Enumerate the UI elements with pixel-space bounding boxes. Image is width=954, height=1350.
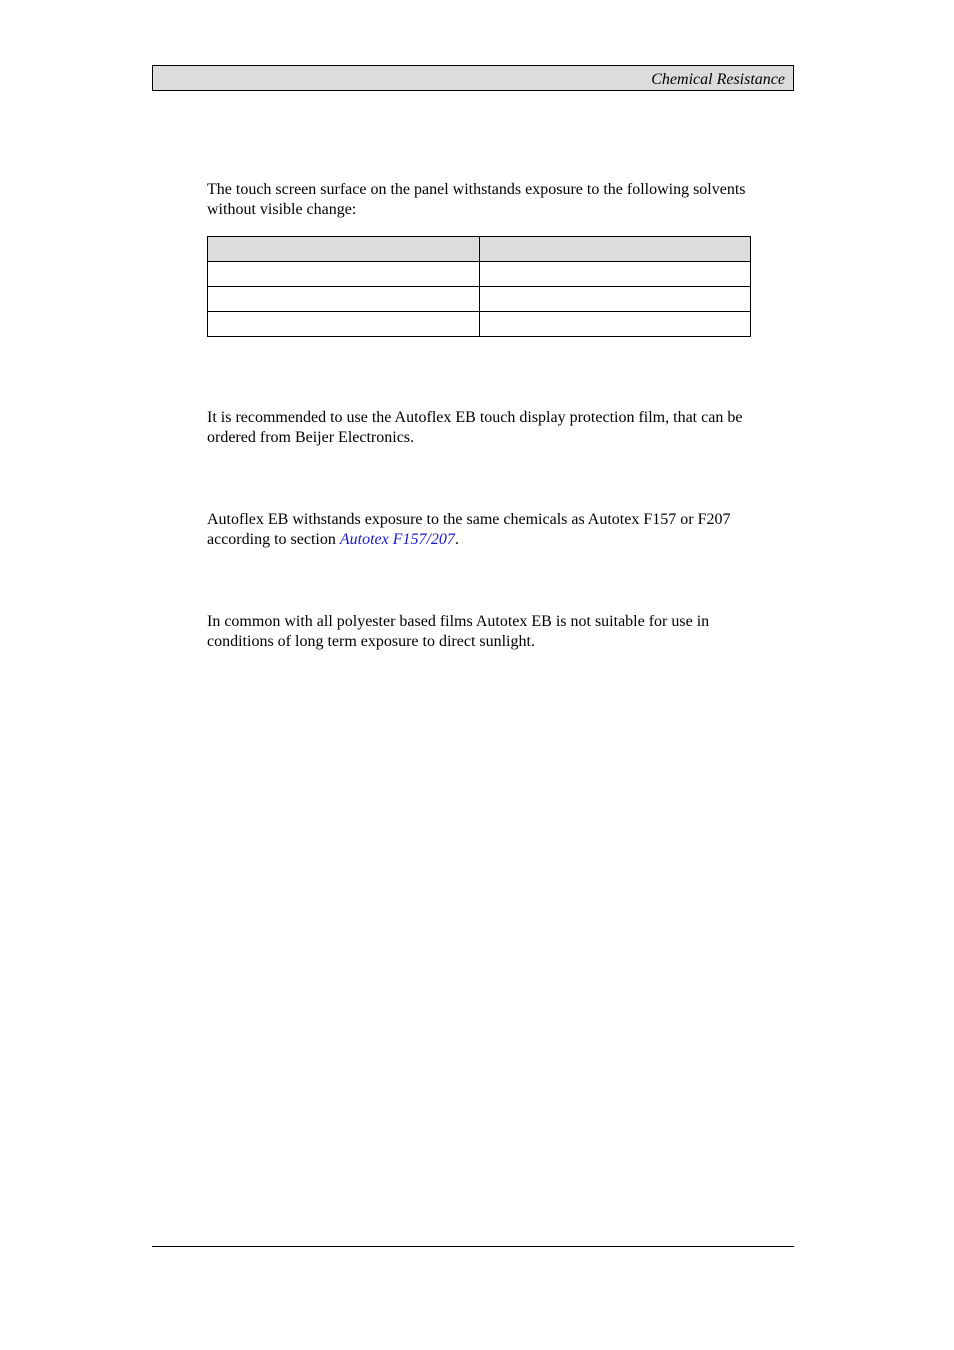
table-cell bbox=[208, 262, 480, 287]
recommendation-paragraph: It is recommended to use the Autoflex EB touch display protection film, that can be ordered from Beijer Electronics. bbox=[207, 409, 743, 446]
footer-rule bbox=[152, 1246, 794, 1247]
table-cell bbox=[479, 287, 751, 312]
table-cell bbox=[479, 312, 751, 337]
chemicals-text-end: . bbox=[454, 531, 459, 548]
table-header-cell bbox=[479, 237, 751, 262]
cross-reference-link[interactable]: Autotex F157/207 bbox=[339, 531, 455, 548]
header-title: Chemical Resistance bbox=[651, 71, 785, 88]
table-header-row bbox=[208, 237, 751, 262]
intro-paragraph: The touch screen surface on the panel withstands exposure to the following solvents without visible change: bbox=[207, 181, 746, 218]
table-cell bbox=[208, 312, 480, 337]
solvents-table bbox=[207, 236, 751, 337]
table-cell bbox=[479, 262, 751, 287]
table-row bbox=[208, 262, 751, 287]
table-header-cell bbox=[208, 237, 480, 262]
sunlight-paragraph: In common with all polyester based films Autotex EB is not suitable for use in conditions of long term exposure to direct sunlight. bbox=[207, 613, 710, 650]
table-cell bbox=[208, 287, 480, 312]
chemicals-text: Autoflex EB withstands exposure to the same chemicals as Autotex F157 or F207 according to section bbox=[207, 511, 731, 548]
table-row bbox=[208, 312, 751, 337]
table-row bbox=[208, 287, 751, 312]
running-header bbox=[152, 65, 794, 91]
chemicals-paragraph bbox=[207, 510, 752, 550]
